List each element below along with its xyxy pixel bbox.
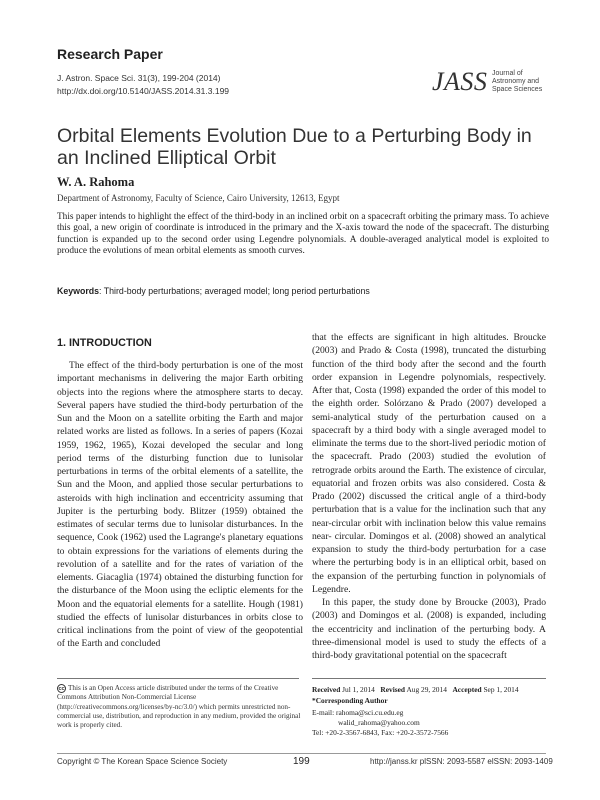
logo-line-2: Astronomy and [492,78,540,86]
article-dates [312,685,519,694]
received-label: Received [312,685,341,694]
license-text: This is an Open Access article distributed under the terms of the Creative Commons Attribution Non-Commercial License (http://creativecommons.org/licenses/by-nc/3.0/) which permits unrestricted non-commercial use, distribution, and reproduction in any medium, provided the original work is properly cited. [57,684,301,729]
revised-date: Aug 29, 2014 [405,685,447,694]
body-column-left: The effect of the third-body perturbation is one of the most important mechanisms in delivering the major Earth orbiting objects into the regions where the atmosphere starts to decay. Several papers have studied the third-body perturbation of the Sun and the Moon on a satellite orbiting the Earth and major related works are listed as follows. In a series of papers (Kozai 1959, 1962, 1965), Kozai developed the secular and long period terms of the disturbing function due to lunisolar perturbations in terms of the orbital elements of a satellite, the Sun and the Moon, and applied those secular perturbations to asteroids with high inclination and eccentricity assuming that Jupiter is the perturbing body. Blitzer (1959) obtained the estimates of secular terms due to lunisolar disturbances. In the sequence, Cook (1962) used the Lagrange's planetary equations to obtain expressions for the variations of elements during the revolution of a satellite and for the rates of variation of the elements. Giacaglia (1974) obtained the disturbing function for the disturbance of the Moon using the ecliptic elements for the Moon and the equatorial elements for a satellite. Hough (1981) studied the effects of lunisolar disturbances in orbits close to critical inclinations from the point of view of the geopotential of the Earth and concluded [57,360,303,650]
journal-reference: J. Astron. Space Sci. 31(3), 199-204 (2014) [57,73,221,83]
divider [57,678,299,679]
keywords [57,286,370,296]
revised-label: Revised [380,685,406,694]
logo-mark: JASS [432,67,488,96]
divider [57,753,546,754]
creative-commons-icon: cc [58,686,65,692]
article-title: Orbital Elements Evolution Due to a Perturbing Body in an Inclined Elliptical Orbit [57,125,532,169]
author-affiliation: Department of Astronomy, Faculty of Science, Cairo University, 12613, Egypt [57,193,340,203]
accepted-label: Accepted [452,685,482,694]
paragraph: that the effects are significant in high altitudes. Broucke (2003) and Prado & Costa (1998), truncated the disturbing function of the third body after the second and the fourth order expansion in Legendre polynomials, respectively. After that, Costa (1998) expanded the order of this model to the eighth order. Solórzano & Prado (2007) developed a semi-analytical study of the perturbation caused on a spacecraft by a third body with a single averaged model to eliminate the terms due to the short-lived periodic motion of the spacecraft. Prado (2003) studied the evolution of retrograde orbits around the Earth. The existence of circular, equatorial and frozen orbits was also considered. Costa & Prado (2002) discussed the critical angle of a third-body perturbation that is a value for the inclination such that any near-circular orbit with inclination below this value remains near- circular. Domingos et al. (2008) showed an analytical expansion to study the third-body perturbation for a case where the perturbing body is in an elliptical orbit, based on the expansion of the perturbing function in polynomials of Legendre. [312,332,546,595]
logo-line-3: Space Sciences [492,86,543,94]
logo-subtitle [492,70,554,95]
email-secondary[interactable]: walid_rahoma@yahoo.com [338,718,420,727]
article-type-label: Research Paper [57,46,163,62]
copyright-notice: Copyright © The Korean Space Science Society [57,757,228,766]
doi-link[interactable]: http://dx.doi.org/10.5140/JASS.2014.31.3.199 [57,86,230,96]
logo-line-1: Journal of [492,70,523,77]
page-number: 199 [293,756,310,767]
paragraph: In this paper, the study done by Broucke (2003), Prado (2003) and Domingos et al. (2008) is expanded, including the eccentricity and inclination of the perturbing body. A three-dimensional model is used to study the effects of a third-body gravitational potential on the spacecraft [312,597,546,661]
keywords-list: : Third-body perturbations; averaged model; long period perturbations [99,286,370,296]
abstract: This paper intends to highlight the effect of the third-body in an inclined orbit on a spacecraft orbiting the primary mass. To achieve this goal, a new origin of coordinate is introduced in the primary and the X-axis toward the node of the spacecraft. The disturbing function is expanded up to the second order using Legendre polynomials. A double-averaged analytical model is exploited to produce the evolutions of mean orbital elements as smooth curves. [57,212,549,257]
keywords-label: Keywords [57,286,100,296]
received-date: Jul 1, 2014 [340,685,375,694]
divider [312,678,546,679]
author-name: W. A. Rahoma [57,175,135,189]
license-notice [57,684,303,730]
issn-info: http://janss.kr plSSN: 2093-5587 elSSN: 2093-1409 [370,757,553,766]
journal-logo [432,68,552,100]
section-heading: 1. INTRODUCTION [57,337,152,349]
phone-fax: Tel: +20-2-3567-6843, Fax: +20-2-3572-7566 [312,728,449,737]
corresponding-author-label: *Corresponding Author [312,696,388,705]
body-column-right [312,331,546,662]
email-primary[interactable]: E-mail: rahoma@sci.cu.edu.eg [312,708,404,717]
accepted-date: Sep 1, 2014 [481,685,519,694]
